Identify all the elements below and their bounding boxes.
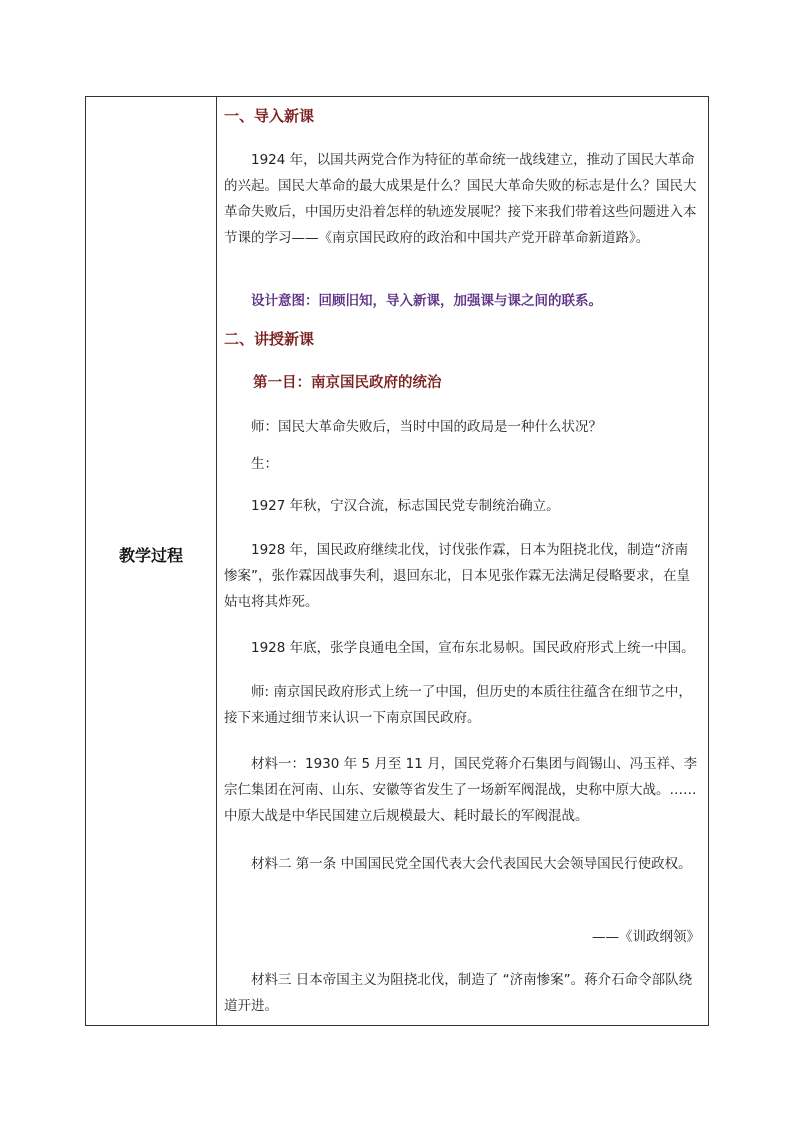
- material-one: 材料一：1930 年 5 月至 11 月，国民党蒋介石集团与阎锡山、冯玉祥、李宗仁集团在河南、山东、安徽等省发生了一场新军阀混战，史称中原大战。……中原大战是中华民国建立后规模最大、耗时最长的军阀混战。: [224, 756, 698, 824]
- subsection-heading: 第一目：南京国民政府的统治: [253, 375, 442, 391]
- design-purpose: 设计意图：回顾旧知，导入新课，加强课与课之间的联系。: [251, 293, 602, 309]
- teacher-transition: 师: 南京国民政府形式上统一了中国，但历史的本质往往蕴含在细节之中，接下来通过细节来认识一下南京国民政府。: [224, 684, 692, 726]
- student-answer: 生：: [251, 456, 278, 472]
- lesson-table: [85, 96, 709, 1026]
- paragraph-1928-end: 1928 年底，张学良通电全国，宣布东北易帜。国民政府形式上统一中国。: [251, 640, 695, 656]
- intro-paragraph: 1924 年，以国共两党合作为特征的革命统一战线建立，推动了国民大革命的兴起。国民大革命的最大成果是什么？国民大革命失败的标志是什么？国民大革命失败后，中国历史沿着怎样的轨迹发展呢？接下来我们带着这些问题进入本节课的学习——《南京国民政府的政治和中国共产党开辟革命新道路》。: [224, 152, 697, 246]
- row-label-cell: [86, 97, 217, 1025]
- section-heading-intro: 一、导入新课: [224, 107, 315, 125]
- material-two: 材料二 第一条 中国国民党全国代表大会代表国民大会领导国民行使政权。: [251, 856, 692, 872]
- material-three: 材料三 日本帝国主义为阻挠北伐，制造了 “济南惨案”。蒋介石命令部队绕道开进。: [224, 972, 693, 1014]
- content-cell: [217, 97, 708, 1025]
- paragraph-1928: 1928 年，国民政府继续北伐，讨伐张作霖，日本为阻挠北伐，制造“济南惨案”，张作霖因战事失利，退回东北，日本见张作霖无法满足侵略要求，在皇姑屯将其炸死。: [224, 542, 690, 610]
- paragraph-1927: 1927 年秋，宁汉合流，标志国民党专制统治确立。: [251, 498, 560, 514]
- row-label: 教学过程: [118, 545, 183, 565]
- teacher-question: 师：国民大革命失败后，当时中国的政局是一种什么状况？: [251, 419, 602, 435]
- material-two-source: ——《训政纲领》: [592, 929, 700, 945]
- section-heading-teaching: 二、讲授新课: [224, 330, 315, 348]
